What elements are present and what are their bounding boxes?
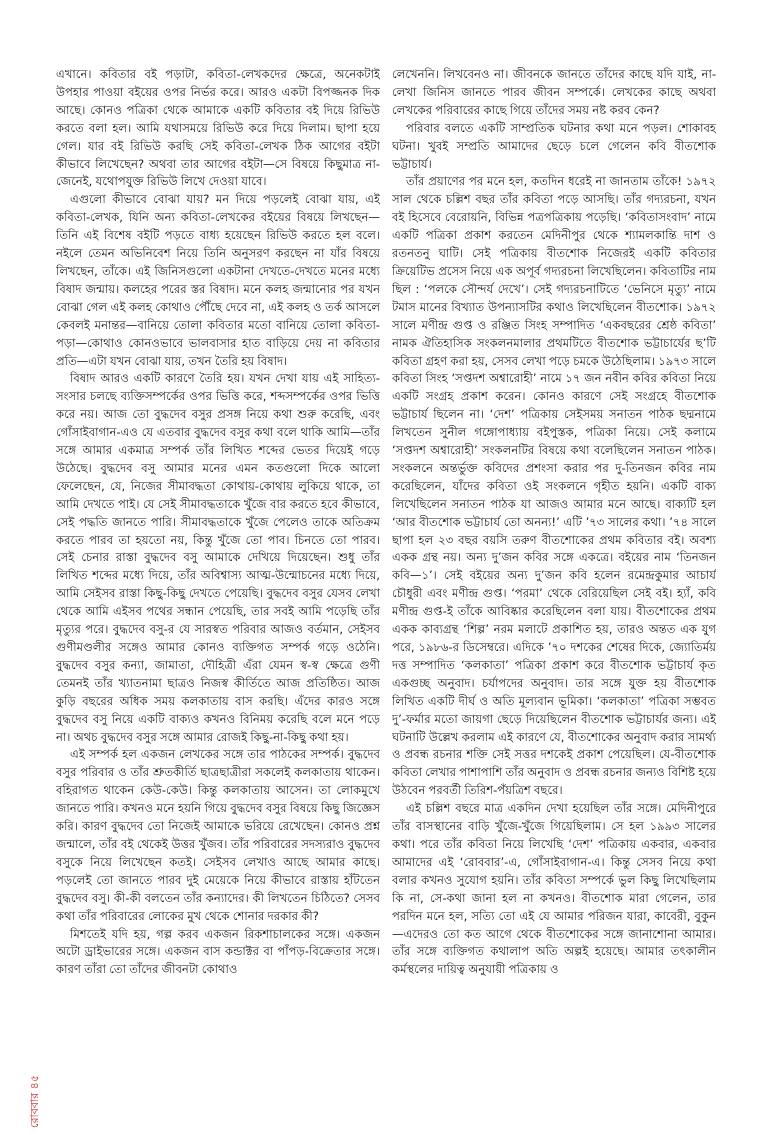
paragraph: মিশতেই যদি হয়, গল্প করব একজন রিকশাচালকের সঙ্গে। একজন অটো ড্রাইভারের সঙ্গে। একজন বাস কন্ডাক্টর বা পাঁপড়-বিক্রেতার সঙ্গে। কারণ তাঁরা তো তাঁদের জীবনটা কোথাও (56, 926, 380, 977)
paragraph: এই সম্পর্ক হল একজন লেখকের সঙ্গে তার পাঠকের সম্পর্ক। বুদ্ধদেব বসুর পরিবার ও তাঁর শ্রুতকীর্তি ছাত্রছাত্রীরা সকলেই কলকাতায় থাকেন। বহিরাগত থাকেন কেউ-কেউ। কিন্তু কলকাতায় আসেন। তা লোকমুখে জানতে পারি। কখনও মনে হয়নি গিয়ে বুদ্ধদেব বসুর বিষয়ে কিছু জিজ্ঞেস করি। কারণ বুদ্ধদেব তো নিজেই আমাকে ভরিয়ে রেখেছেন। কোনও প্রশ্ন জন্মালে, তাঁর বই থেকেই উত্তর খুঁজব। তাঁর পরিবারের সদস্যরাও বুদ্ধদেব বসুকে নিয়ে লিখেছেন কতই। সেইসব লেখাও আছে আমার কাছে। পড়লেই তো জানতে পারব দুই মেয়েকে নিয়ে কীভাবে রাস্তায় হাঁটতেন বুদ্ধদেব বসু। কী-কী বলতেন তাঁর কন্যাদের। কী লিখতেন চিঠিতে? সেসব কথা তাঁর পরিবারের লোকের মুখ থেকে শোনার দরকার কী? (56, 747, 380, 923)
page-number: রোববার ৪৫ (28, 1075, 41, 1128)
right-column (392, 66, 716, 1106)
left-column (56, 66, 380, 1106)
paragraph: বিষাদ আরও একটি কারণে তৈরি হয়। যখন দেখা যায় এই সাহিত্য-সংসার চলছে ব্যক্তিসম্পর্কের ওপর ভিত্তি করে, শব্দসম্পর্কের ওপর ভিত্তি করে নয়। আজ তো বুদ্ধদেব বসুর প্রসঙ্গ নিয়ে কথা শুরু করেছি, এবং গোঁসাইবাগান-এও যে এতবার বুদ্ধদেব বসুর কথা বলে থাকি আমি—তাঁর সঙ্গে আমার একমাত্র সম্পর্ক তাঁর লিখিত শব্দের ভেতর দিয়েই গড়ে উঠেছে। বুদ্ধদেব বসু আমার মনের এমন কতগুলো দিকে আলো ফেলেছেন, যে, নিজের সীমাবদ্ধতা কোথায়-কোথায় লুকিয়ে থাকে, তা আমি দেখতে পাই। যে সেই সীমাবদ্ধতাকে খুঁজে বার করতে হবে কীভাবে, সেই পদ্ধতি জানতে পারি। সীমাবদ্ধতাকে খুঁজে পেলেও তাকে অতিক্রম করতে পারব তা হয়তো নয়, কিন্তু খুঁজে তো পাব। চিনতে তো পারব। সেই চেনার রাস্তা বুদ্ধদেব বসু আমাকে দেখিয়ে দিয়েছেন। শুধু তাঁর লিখিত শব্দের মধ্যে দিয়ে, তাঁর অবিশ্বাস্য আত্ম-উন্মোচনের মধ্যে দিয়ে, আমি সেইসব রাস্তা কিছু-কিছু দেখতে পেয়েছি। বুদ্ধদেব বসুর যেসব লেখা থেকে আমি এইসব পথের সন্ধান পেয়েছি, তার সবই আমি পড়েছি তাঁর মৃত্যুর পরে। বুদ্ধদেব বসু-র যে সারস্বত পরিবার আজও বর্তমান, সেইসব গুণীমণ্ডলীর সঙ্গেও আমার কোনও ব্যক্তিগত সম্পর্ক গড়ে ওঠেনি। বুদ্ধদেব বসুর কন্যা, জামাতা, দৌহিত্রী এঁরা যেমন স্ব-স্ব ক্ষেত্রে গুণী তেমনই তাঁর খ্যাতনামা ছাত্রও নিজস্ব কীর্তিতে আজ প্রতিষ্ঠিত। আজ কুড়ি বছরের অধিক সময় কলকাতায় বাস করছি। এঁদের কারও সঙ্গে বুদ্ধদেব বসু নিয়ে একটি বাক্যও কখনও বিনিময় করেছি বলে মনে পড়ে না। অথচ বুদ্ধদেব বসুর সঙ্গে আমার রোজই কিছু-না-কিছু কথা হয়। (56, 371, 380, 744)
paragraph: তাঁর প্রয়াণের পর মনে হল, কতদিন ধরেই না জানতাম তাঁকে! ১৯৭২ সাল থেকে চল্লিশ বছর তাঁর কবিতা পড়ে আসছি। তাঁর গদ্যরচনা, যখন বই হিসেবে বেরোয়নি, বিভিন্ন পত্রপত্রিকায় পড়েছি। ‘কবিতাসংবাদ’ নামে একটি পত্রিকা প্রকাশ করতেন মেদিনীপুর থেকে শ্যামলকান্তি দাশ ও রতনতনু ঘাটি। সেই পত্রিকায় বীতশোক নিজেরই একটি কবিতার ক্রিয়েটিভ প্রসেস নিয়ে এক অপূর্ব গদ্যরচনা লিখেছিলেন। কবিতাটির নাম ছিল : ‘পলকে সৌন্দর্য দেখে’। সেই গদ্যরচনাটিতে ‘ভেনিসে মৃত্যু’ নামে টমাস মানের বিখ্যাত উপন্যাসটির কথাও লিখেছিলেন বীতশোক। ১৯৭২ সালে মণীন্দ্র গুপ্ত ও রঞ্জিত সিংহ সম্পাদিত ‘একবছরের শ্রেষ্ঠ কবিতা’ নামক ঐতিহাসিক সংকলনমালার প্রথমটিতে বীতশোক ভট্টাচার্যের ছ’টি কবিতা গ্রহণ করা হয়, সেসব লেখা পড়ে চমকে উঠেছিলাম। ১৯৭৩ সালে কবিতা সিংহ ‘সপ্তদশ অশ্বারোহী’ নামে ১৭ জন নবীন কবির কবিতা নিয়ে একটি সংগ্রহ প্রকাশ করেন। কোনও কারণে সেই সংগ্রহে বীতশোক ভট্টাচার্য ছিলেন না। ‘দেশ’ পত্রিকায় সেইসময় সনাতন পাঠক ছদ্মনামে লিখতেন সুনীল গঙ্গোপাধ্যায় বইপুস্তক, পত্রিকা নিয়ে। সেই কলামে ‘সপ্তদশ অশ্বারোহী’ সংকলনটির বিষয়ে কথা বলেছিলেন সনাতন পাঠক। সংকলনে অন্তর্ভুক্ত কবিদের প্রশংসা করার পর দু-তিনজন কবির নাম করেছিলেন, যাঁদের কবিতা ওই সংকলনে গৃহীত হয়নি। একটি বাক্য লিখেছিলেন সনাতন পাঠক যা আজও আমার মনে আছে। বাক্যটি হল ‘আর বীতশোক ভট্টাচার্য তো অনন্য!’ এটি ’৭৩ সালের কথা। ’৭৪ সালে ছাপা হল ২৩ বছর বয়সি তরুণ বীতশোকের প্রথম কবিতার বই। অবশ্য একক গ্রন্থ নয়। অন্য দু’জন কবির সঙ্গে একত্রে। বইয়ের নাম ‘তিনজন কবি—১’। সেই বইয়ের অন্য দু’জন কবি হলেন রমেন্দ্রকুমার আচার্য চৌধুরী এবং মণীন্দ্র গুপ্ত। ‘পরমা’ থেকে বেরিয়েছিল সেই বই। হ্যাঁ, কবি মণীন্দ্র গুপ্ত-ই তাঁকে আবিষ্কার করেছিলেন বলা যায়। বীতশোকের প্রথম একক কাব্যগ্রন্থ ‘শিল্প’ নরম মলাটে প্রকাশিত হয়, তারও অন্তত এক যুগ পরে, ১৯৮৬-র ডিসেম্বরে। এদিকে ’৭০ দশকের শেষের দিকে, জ্যোতির্ময় দত্ত সম্পাদিত ‘কলকাতা’ পত্রিকা প্রকাশ করে বীতশোক ভট্টাচার্য কৃত একগুচ্ছ অনুবাদ। চর্যাপদের অনুবাদ। তার সঙ্গে যুক্ত হয় বীতশোক লিখিত একটি দীর্ঘ ও অতি মূল্যবান ভূমিকা। ‘কলকাতা’ পত্রিকা সম্ভবত দু’-ফর্মার মতো জায়গা ছেড়ে দিয়েছিলেন বীতশোক ভট্টাচার্যর জন্য। এই ঘটনাটি উল্লেখ করলাম এই কারণে যে, বীতশোকের অনুবাদ করার সামর্থ্য ও প্রবন্ধ রচনার শক্তি সেই সত্তর দশকেই প্রকাশ পেয়েছিল। যে-বীতশোক কবিতা লেখার পাশাপাশি তাঁর অনুবাদ ও প্রবন্ধ রচনার জন্যও বিশিষ্ট হয়ে উঠবেন পরবর্তী তিরিশ-পঁয়ত্রিশ বছরে। (392, 174, 716, 798)
paragraph: এগুলো কীভাবে বোঝা যায়? মন দিয়ে পড়লেই বোঝা যায়, এই কবিতা-লেখক, যিনি অন্য কবিতা-লেখকের বইয়ের বিষয়ে লিখছেন—তিনি এই বিশেষ বইটি পড়তে বাধ্য হয়েছেন রিভিউ করতে হল বলে। নইলে তেমন অভিনিবেশ নিয়ে তিনি অনুসরণ করছেন না যাঁর বিষয়ে লিখছেন, তাঁকে। এই জিনিসগুলো একটানা দেখতে-দেখতে মনের মধ্যে বিষাদ জন্মায়। কলহের পরের স্তর বিষাদ। মনে কলহ জন্মানোর পর যখন বোঝা গেল এই কলহ কোথাও পৌঁছে দেবে না, এই কলহ ও তর্ক আসলে কেবলই মনান্তর—বানিয়ে তোলা কবিতার মতো বানিয়ে তোলা কবিতা-পড়া—কোথাও কোনওভাবে ভালবাসার হাত বাড়িয়ে দেয় না কবিতার প্রতি—এটা যখন বোঝা যায়, তখন তৈরি হয় বিষাদ। (56, 192, 380, 368)
page-folio (28, 1018, 42, 1128)
paragraph: এখানে। কবিতার বই পড়াটা, কবিতা-লেখকদের ক্ষেত্রে, অনেকটাই উপহার পাওয়া বইয়ের ওপর নির্ভর করে। আরও একটা বিপজ্জনক দিক আছে। কোনও পত্রিকা থেকে আমাকে একটি কবিতার বই দিয়ে রিভিউ করতে বলা হল। আমি যথাসময়ে রিভিউ করে দিয়ে দিলাম। ছাপা হয়ে গেল। যার বই রিভিউ করছি সেই কবিতা-লেখক ঠিক আগের বইটা কীভাবে লিখেছেন? অথবা তার আগের বইটা—সে বিষয়ে কিছুমাত্র না-জেনেই, যথোপযুক্ত রিভিউ লিখে দেওয়া যাবে। (56, 67, 380, 189)
paragraph: এই চল্লিশ বছরে মাত্র একদিন দেখা হয়েছিল তাঁর সঙ্গে। মেদিনীপুরে তাঁর বাসস্থানের বাড়ি খুঁজে-খুঁজে গিয়েছিলাম। সে হল ১৯৯৩ সালের কথা। পরে তাঁর কবিতা নিয়ে লিখেছি ‘দেশ’ পত্রিকায় একবার, একবার আমাদের এই ‘রোববার’-এ, গোঁসাইবাগান-এ। কিন্তু সেসব নিয়ে কথা বলার কখনও সুযোগ হয়নি। তাঁর কবিতা সম্পর্কে ভুল কিছু লিখেছিলাম কি না, সে-কথা জানা হল না কখনও। বীতশোক মারা গেলেন, তার পরদিন মনে হল, সত্যি তো এই যে আমার পরিজন যারা, কাবেরী, বুকুন—এদেরও তো কত আগে থেকে বীতশোকের সঙ্গে জানাশোনা আমার। তাঁর সঙ্গে ব্যক্তিগত কথালাপ অতি অল্পই হয়েছে। আমার তৎকালীন কর্মস্থলের দায়িত্ব অনুযায়ী পত্রিকায় ও (392, 801, 716, 977)
paragraph: পরিবার বলতে একটি সাম্প্রতিক ঘটনার কথা মনে পড়ল। শোকাবহ ঘটনা। খুবই সম্প্রতি আমাদের ছেড়ে চলে গেলেন কবি বীতশোক ভট্টাচার্য। (392, 120, 716, 171)
paragraph: লেখেননি। লিখবেনও না। জীবনকে জানতে তাঁদের কাছে যদি যাই, না-লেখা জিনিস জানতে পারব জীবন সম্পর্কে। লেখকের কাছে অথবা লেখকের পরিবারের কাছে গিয়ে তাঁদের সময় নষ্ট করব কেন? (392, 67, 716, 117)
